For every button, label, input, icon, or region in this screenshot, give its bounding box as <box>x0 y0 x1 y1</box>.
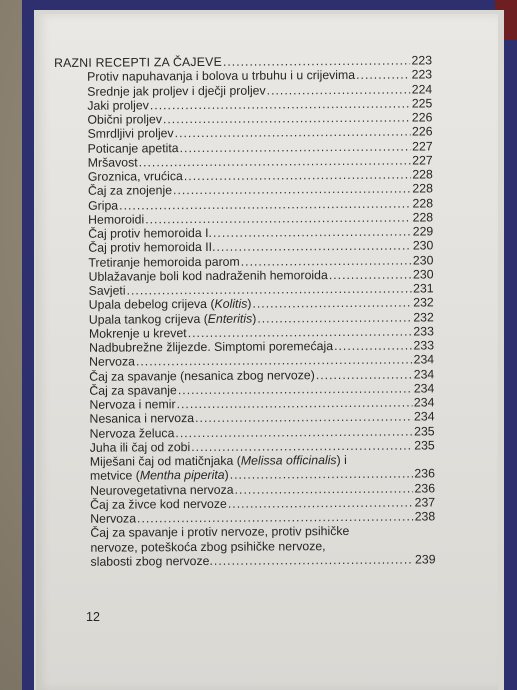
toc-entry-page: 237 <box>414 495 436 510</box>
toc-entry-title: Ublažavanje boli kod nadraženih hemoroida <box>88 267 328 284</box>
toc-leader-dots <box>213 225 412 241</box>
toc-entry-multiline <box>57 452 435 483</box>
toc-entry-title: Nervoza <box>89 354 135 370</box>
toc-entry-page: 232 <box>413 309 434 324</box>
toc-leader-dots <box>137 510 414 526</box>
toc-entry-title: Miješani čaj od matičnjaka (Melissa officinalis) i <box>89 452 347 469</box>
toc-leader-dots <box>230 467 414 483</box>
toc-entry-page: 234 <box>413 381 435 396</box>
toc-entry-title: nervoze, poteškoća zbog psihičke nervoze, <box>90 538 326 555</box>
toc-entry-title: Čaj za znojenje <box>87 183 173 199</box>
toc-section-page: 223 <box>411 53 433 68</box>
toc-entry-page: 223 <box>411 67 433 82</box>
toc-entry-page: 228 <box>412 167 433 182</box>
toc-leader-dots <box>184 168 412 184</box>
toc-entry-title: Poticanje apetita <box>87 140 179 156</box>
toc-leader-dots <box>241 253 412 268</box>
toc-entry-page: 229 <box>412 224 434 239</box>
toc-leader-dots <box>257 310 412 325</box>
toc-entry-page: 239 <box>414 552 436 567</box>
toc-leader-dots <box>223 54 411 70</box>
toc-entry-title: Savjeti <box>88 283 126 298</box>
toc-entry-title: Smrdljivi proljev <box>87 126 174 142</box>
toc-leader-dots <box>252 296 412 311</box>
toc-leader-dots <box>180 139 412 155</box>
toc-leader-dots <box>334 339 413 354</box>
toc-leader-dots <box>214 552 414 568</box>
toc-entry-title: metvice (Mentha piperita) <box>89 468 229 484</box>
toc-entry-title: Nadbubrežne žlijezde. Simptomi poremećaja <box>88 339 334 355</box>
toc-entry-title: Nesanica i nervoza <box>89 411 195 427</box>
toc-leader-dots <box>235 481 414 496</box>
toc-entry-title: Juha ili čaj od zobi <box>89 439 191 455</box>
toc-entry-title: Nervoza i nemir <box>89 397 176 412</box>
toc-leader-dots <box>356 68 411 83</box>
toc-entry-page: 227 <box>412 153 433 168</box>
toc-entry-page: 234 <box>413 352 435 367</box>
toc-entry-multiline <box>57 524 435 569</box>
toc-entry-title: Obični proljev <box>87 112 162 127</box>
toc-entry-title: Čaj protiv hemoroida I. <box>88 225 213 241</box>
toc-entry-page: 225 <box>411 96 433 111</box>
toc-leader-dots <box>216 239 411 255</box>
toc-entry-title: Gripa <box>87 198 119 213</box>
toc-entry-title: Tretiranje hemoroida parom <box>88 254 240 270</box>
toc-entry-page: 228 <box>412 195 434 211</box>
toc-entry-page: 228 <box>412 210 434 225</box>
toc-entry-title: Jaki proljev <box>87 98 149 113</box>
page-number: 12 <box>86 610 100 624</box>
toc-leader-dots <box>188 324 413 340</box>
toc-entry-title: Mokrenje u krevet <box>88 325 187 341</box>
toc-entry-title: Čaj za spavanje (nesanica zbog nervoze) <box>89 367 315 384</box>
toc-entry-page: 230 <box>412 238 434 253</box>
toc-leader-dots <box>316 367 413 382</box>
toc-entry-title: Nervoza želuca <box>89 425 175 441</box>
toc-entry-title: Srednje jak proljev i dječji proljev <box>87 83 266 99</box>
toc-entry-page: 238 <box>414 509 436 524</box>
toc-entry-page: 226 <box>411 110 433 125</box>
toc-entry-page: 233 <box>413 338 435 353</box>
toc-entry-page: 232 <box>413 295 434 310</box>
toc-entry-title: Neurovegetativna nervoza <box>89 482 234 498</box>
toc-entry-page: 224 <box>411 81 433 97</box>
toc-entry-page: 231 <box>413 281 434 296</box>
toc-leader-dots <box>267 82 411 97</box>
toc-entry-page: 236 <box>414 480 436 495</box>
toc-entry-page: 230 <box>412 252 434 267</box>
table-of-contents <box>54 53 436 569</box>
toc-leader-dots <box>195 410 413 426</box>
toc-entry-title: Protiv napuhavanja i bolova u trbuhu i u crijevima <box>87 68 356 85</box>
toc-entry-page: 233 <box>413 324 434 339</box>
toc-entry-title: Mršavost <box>87 155 138 170</box>
toc-entry <box>57 438 435 455</box>
toc-entry-title: Groznica, vrućica <box>87 169 183 184</box>
toc-entry-page: 234 <box>413 395 435 410</box>
toc-entry-page: 234 <box>413 409 435 424</box>
toc-entry-page: 227 <box>412 138 433 154</box>
toc-entry-page: 228 <box>412 181 433 196</box>
toc-entry-title: Čaj za živce kod nervoze <box>90 496 227 512</box>
toc-entry-title: Nervoza <box>90 511 137 526</box>
toc-entry-title: Čaj za spavanje i protiv nervoze, protiv psihičke <box>90 524 350 541</box>
toc-entry-page: 234 <box>413 366 435 381</box>
toc-entry-page: 235 <box>414 438 435 453</box>
toc-entry-page: 236 <box>414 466 435 481</box>
toc-entry-page: 235 <box>414 423 435 438</box>
toc-entry-page: 230 <box>412 267 434 282</box>
toc-entry-title: Čaj za spavanje <box>89 382 177 398</box>
toc-entry-title: Upala debelog crijeva (Kolitis) <box>88 296 252 313</box>
toc-leader-dots <box>329 267 412 282</box>
toc-entry-title: Upala tankog crijeva (Enteritis) <box>88 311 257 327</box>
toc-entry-page: 226 <box>411 124 433 139</box>
toc-entry-title: slabosti zbog nervoze. <box>90 553 213 569</box>
toc-leader-dots <box>191 438 413 454</box>
toc-leader-dots <box>228 495 414 511</box>
toc-entry-title: Čaj protiv hemoroida II. <box>88 240 216 256</box>
toc-section-title: RAZNI RECEPTI ZA ČAJEVE <box>54 54 222 70</box>
toc-entry-title: Hemoroidi <box>88 212 145 227</box>
